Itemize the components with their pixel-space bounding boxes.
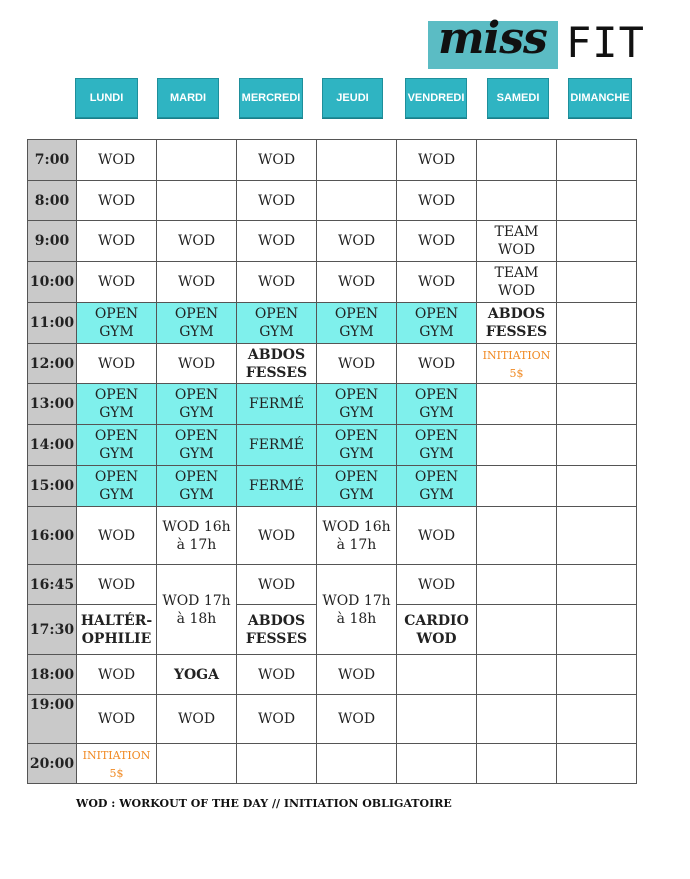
class-cell: TEAM WOD	[477, 221, 557, 262]
time-label: 16:45	[28, 565, 77, 605]
class-cell: TEAM WOD	[477, 262, 557, 303]
class-cell: YOGA	[157, 655, 237, 695]
class-cell: WOD	[237, 221, 317, 262]
class-cell: WOD	[317, 344, 397, 384]
time-label: 19:00	[28, 695, 77, 744]
class-cell: WOD	[77, 140, 157, 181]
class-cell	[317, 744, 397, 784]
table-row	[28, 303, 637, 344]
time-label: 9:00	[28, 221, 77, 262]
day-header-mardi: MARDI	[157, 78, 219, 118]
class-cell	[477, 181, 557, 221]
table-row	[28, 466, 637, 507]
class-cell	[477, 655, 557, 695]
class-cell	[477, 466, 557, 507]
time-label: 14:00	[28, 425, 77, 466]
class-cell	[477, 384, 557, 425]
class-cell: WOD 16h à 17h	[317, 507, 397, 565]
class-cell: WOD	[397, 507, 477, 565]
class-cell: WOD	[77, 695, 157, 744]
class-cell: FERMÉ	[237, 425, 317, 466]
class-cell: WOD	[77, 221, 157, 262]
class-cell	[557, 507, 637, 565]
time-label: 15:00	[28, 466, 77, 507]
day-header-vendredi: VENDREDI	[405, 78, 467, 118]
class-cell	[477, 425, 557, 466]
class-cell: WOD	[397, 565, 477, 605]
class-cell: OPEN GYM	[157, 384, 237, 425]
class-cell	[557, 744, 637, 784]
class-cell: WOD	[397, 262, 477, 303]
class-cell	[477, 140, 557, 181]
day-header-dimanche: DIMANCHE	[568, 78, 632, 118]
class-cell: OPEN GYM	[317, 303, 397, 344]
class-cell	[557, 695, 637, 744]
class-cell: OPEN GYM	[397, 466, 477, 507]
time-label: 20:00	[28, 744, 77, 784]
day-header-jeudi: JEUDI	[322, 78, 383, 118]
class-cell: OPEN GYM	[317, 384, 397, 425]
class-cell	[477, 744, 557, 784]
table-row	[28, 221, 637, 262]
class-cell: FERMÉ	[237, 384, 317, 425]
table-row	[28, 344, 637, 384]
time-label: 7:00	[28, 140, 77, 181]
table-row	[28, 262, 637, 303]
class-cell	[397, 655, 477, 695]
class-cell: WOD	[237, 507, 317, 565]
class-cell: CARDIO WOD	[397, 605, 477, 655]
table-row	[28, 384, 637, 425]
class-cell: WOD	[77, 507, 157, 565]
class-cell: WOD	[77, 344, 157, 384]
table-row	[28, 655, 637, 695]
class-cell	[557, 303, 637, 344]
day-header-samedi: SAMEDI	[487, 78, 549, 118]
class-cell	[557, 262, 637, 303]
time-label: 11:00	[28, 303, 77, 344]
time-label: 12:00	[28, 344, 77, 384]
class-cell: OPEN GYM	[397, 384, 477, 425]
class-cell: ABDOS FESSES	[237, 344, 317, 384]
class-cell: WOD	[157, 695, 237, 744]
class-cell: OPEN GYM	[157, 303, 237, 344]
class-cell	[77, 744, 157, 784]
class-cell: WOD	[237, 565, 317, 605]
class-cell: WOD	[317, 695, 397, 744]
class-cell: OPEN GYM	[237, 303, 317, 344]
class-cell: OPEN GYM	[157, 425, 237, 466]
initiation-label: INITIATION 5$	[482, 348, 551, 380]
class-cell	[557, 565, 637, 605]
class-cell: WOD	[397, 181, 477, 221]
class-cell	[557, 605, 637, 655]
class-cell: WOD 16h à 17h	[157, 507, 237, 565]
class-cell: OPEN GYM	[77, 466, 157, 507]
initiation-label: INITIATION 5$	[82, 748, 151, 780]
class-cell: OPEN GYM	[77, 425, 157, 466]
class-cell	[557, 384, 637, 425]
class-cell: WOD	[157, 262, 237, 303]
class-cell: HALTÉR-OPHILIE	[77, 605, 157, 655]
class-cell	[317, 140, 397, 181]
table-row	[28, 425, 637, 466]
class-cell	[157, 181, 237, 221]
class-cell: WOD	[397, 221, 477, 262]
logo-fit-text: FIT	[566, 18, 645, 67]
table-row	[28, 744, 637, 784]
table-row	[28, 565, 637, 605]
day-header-lundi: LUNDI	[75, 78, 138, 118]
class-cell	[477, 605, 557, 655]
table-row	[28, 181, 637, 221]
table-row	[28, 140, 637, 181]
class-cell: WOD	[317, 655, 397, 695]
class-cell: WOD	[237, 655, 317, 695]
class-cell: WOD	[77, 655, 157, 695]
class-cell: WOD 17h à 18h	[317, 565, 397, 655]
time-label: 16:00	[28, 507, 77, 565]
class-cell	[477, 344, 557, 384]
class-cell	[557, 344, 637, 384]
logo-miss-text: miss	[438, 13, 547, 64]
time-label: 18:00	[28, 655, 77, 695]
class-cell: OPEN GYM	[317, 466, 397, 507]
class-cell	[557, 466, 637, 507]
class-cell: WOD 17h à 18h	[157, 565, 237, 655]
time-label: 13:00	[28, 384, 77, 425]
class-cell	[477, 565, 557, 605]
class-cell: WOD	[77, 565, 157, 605]
time-label: 10:00	[28, 262, 77, 303]
class-cell	[397, 744, 477, 784]
table-row	[28, 695, 637, 744]
class-cell	[157, 140, 237, 181]
class-cell: ABDOS FESSES	[237, 605, 317, 655]
time-label: 8:00	[28, 181, 77, 221]
class-cell	[557, 221, 637, 262]
class-cell	[397, 695, 477, 744]
class-cell: WOD	[157, 344, 237, 384]
class-cell: ABDOS FESSES	[477, 303, 557, 344]
class-cell	[317, 181, 397, 221]
class-cell: WOD	[397, 140, 477, 181]
table-row	[28, 507, 637, 565]
class-cell: OPEN GYM	[317, 425, 397, 466]
class-cell	[157, 744, 237, 784]
schedule-table	[27, 139, 637, 784]
class-cell: WOD	[237, 262, 317, 303]
class-cell: OPEN GYM	[397, 303, 477, 344]
class-cell: WOD	[317, 262, 397, 303]
class-cell: OPEN GYM	[77, 303, 157, 344]
class-cell: WOD	[77, 262, 157, 303]
class-cell: OPEN GYM	[397, 425, 477, 466]
class-cell: WOD	[397, 344, 477, 384]
class-cell: WOD	[77, 181, 157, 221]
class-cell	[557, 181, 637, 221]
class-cell: WOD	[317, 221, 397, 262]
class-cell: OPEN GYM	[157, 466, 237, 507]
footer-note: WOD : WORKOUT OF THE DAY // INITIATION OBLIGATOIRE	[76, 797, 452, 810]
time-label: 17:30	[28, 605, 77, 655]
class-cell: FERMÉ	[237, 466, 317, 507]
miss-fit-logo	[428, 13, 645, 69]
class-cell	[477, 695, 557, 744]
class-cell: OPEN GYM	[77, 384, 157, 425]
class-cell	[557, 655, 637, 695]
day-header-mercredi: MERCREDI	[239, 78, 303, 118]
class-cell: WOD	[237, 695, 317, 744]
class-cell	[477, 507, 557, 565]
class-cell	[557, 425, 637, 466]
class-cell: WOD	[237, 140, 317, 181]
class-cell: WOD	[237, 181, 317, 221]
class-cell: WOD	[157, 221, 237, 262]
class-cell	[557, 140, 637, 181]
class-cell	[237, 744, 317, 784]
